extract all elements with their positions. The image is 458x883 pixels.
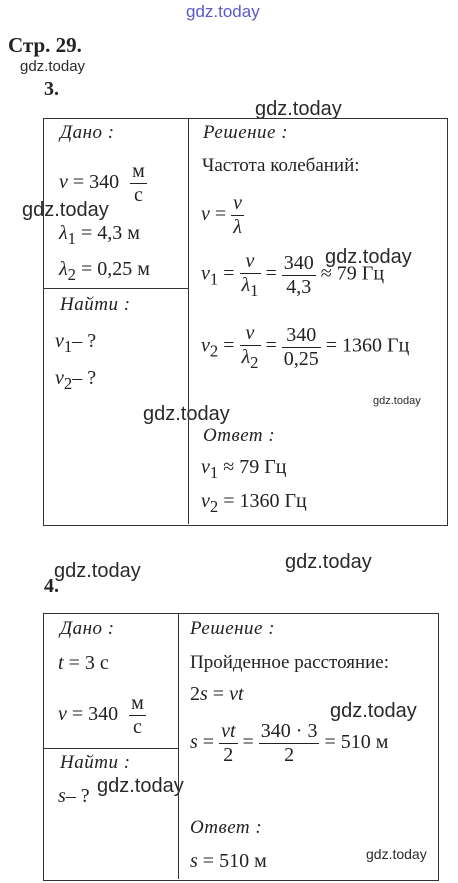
find-nu1: $\nu_1-$ ?: [55, 330, 97, 356]
watermark: gdz.today: [255, 98, 342, 120]
given-speed: v = 340 $\frac{м}{с}$: [58, 692, 144, 738]
solution-header: Решение :: [190, 618, 276, 639]
given-wavelength-1: $\lambda_1 = 4,3$ м: [59, 222, 140, 248]
task-number: 3.: [44, 78, 59, 100]
given-header: Дано :: [60, 618, 115, 639]
watermark: gdz.today: [54, 560, 141, 582]
given-wavelength-2: $\lambda_2 = 0,25$ м: [59, 258, 150, 284]
task-number: 4.: [44, 575, 59, 597]
given-speed: v = 340 $\frac{м}{с}$: [59, 160, 145, 206]
answer-nu1: $\nu_1 \approx 79$ Гц: [201, 456, 287, 482]
table-divider: [188, 118, 189, 524]
find-distance: s– ?: [58, 785, 90, 807]
answer-header: Ответ :: [190, 817, 263, 838]
find-nu2: $\nu_2-$ ?: [55, 367, 97, 393]
table-divider: [43, 288, 189, 289]
watermark: gdz.today: [325, 246, 412, 268]
formula-general: ν = $\frac{v}{\lambda}$: [201, 192, 243, 238]
formula-nu1: $\nu_1$ = $\frac{v}{\lambda_1}$ = $\frac{340}{4,3}$ ≈ 79 Гц: [201, 250, 385, 300]
watermark: gdz.today: [330, 700, 417, 722]
find-header: Найти :: [60, 752, 131, 773]
watermark: gdz.today: [366, 846, 427, 862]
solution-title: Частота колебаний:: [202, 155, 360, 176]
formula-distance: s = $\frac{vt}{2}$ = $\frac{340 \cdot 3}{2}$ = 510 м: [190, 720, 389, 766]
answer-distance: s = 510 м: [190, 850, 267, 872]
watermark: gdz.today: [186, 2, 260, 21]
watermark: gdz.today: [97, 775, 184, 797]
formula-nu2: $\nu_2$ = $\frac{v}{\lambda_2}$ = $\frac{340}{0,25}$ = 1360 Гц: [201, 322, 410, 372]
answer-nu2: $\nu_2 = 1360$ Гц: [201, 490, 307, 516]
watermark: gdz.today: [20, 58, 86, 75]
watermark: gdz.today: [373, 395, 421, 407]
watermark: gdz.today: [22, 199, 109, 221]
table-divider: [178, 613, 179, 879]
given-time: t = 3 с: [58, 652, 109, 674]
answer-header: Ответ :: [203, 425, 276, 446]
solution-header: Решение :: [203, 122, 289, 143]
table-divider: [43, 748, 179, 749]
page-title: Стр. 29.: [8, 33, 82, 57]
formula-2s: 2s = vt: [190, 683, 244, 705]
solution-title: Пройденное расстояние:: [190, 652, 390, 673]
watermark: gdz.today: [285, 551, 372, 573]
find-header: Найти :: [60, 294, 131, 315]
given-header: Дано :: [60, 122, 115, 143]
watermark: gdz.today: [143, 403, 230, 425]
